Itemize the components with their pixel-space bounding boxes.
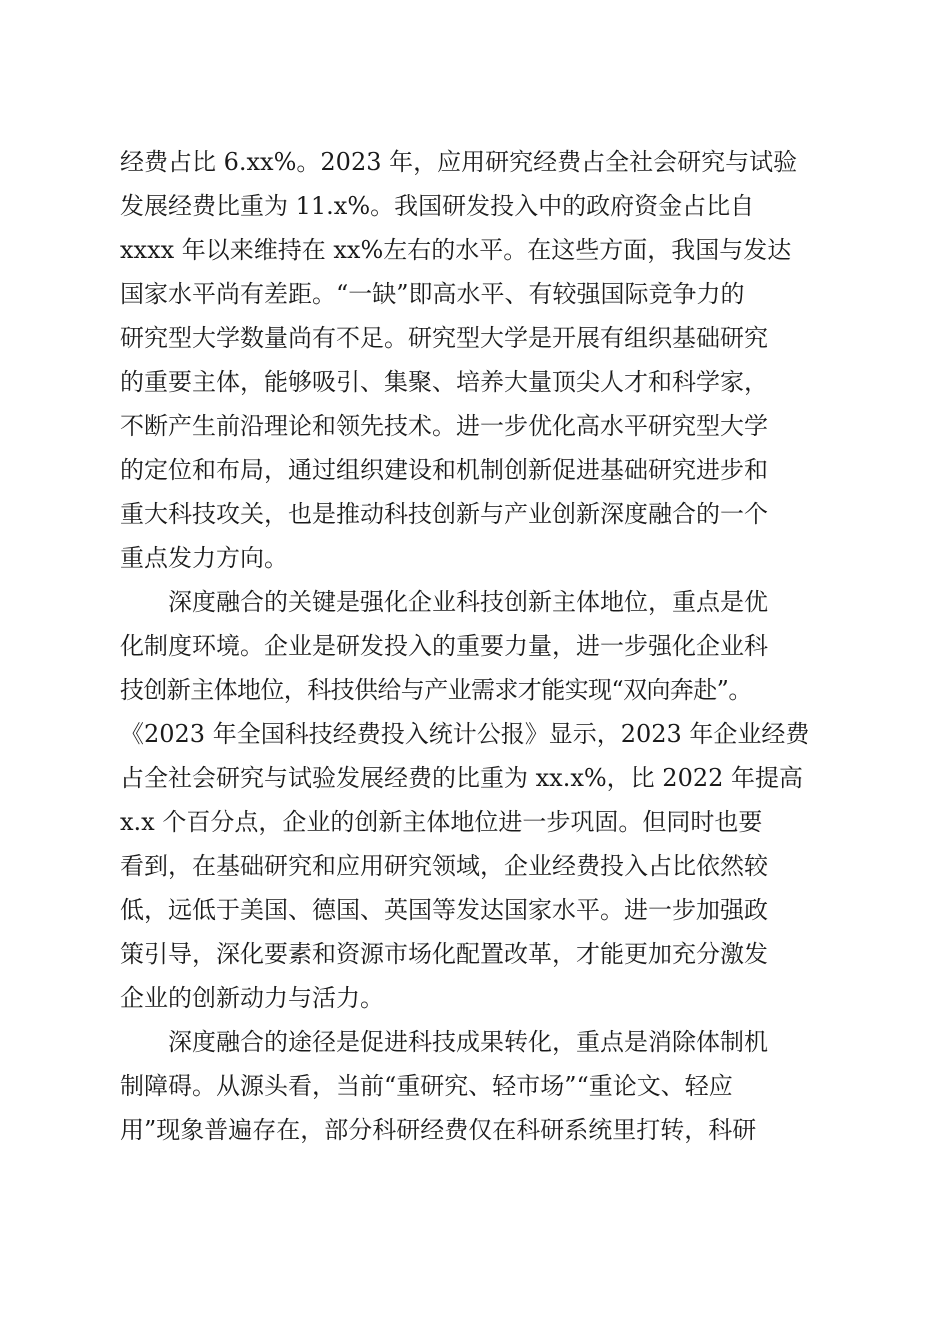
text-line: 重点发力方向。	[120, 544, 288, 572]
text-line: 研究型大学数量尚有不足。研究型大学是开展有组织基础研究	[120, 324, 768, 352]
text-line: 经费占比 6.xx%。2023 年，应用研究经费占全社会研究与试验	[120, 148, 798, 176]
text-line: 的定位和布局，通过组织建设和机制创新促进基础研究进步和	[120, 456, 768, 484]
text-line: 的重要主体，能够吸引、集聚、培养大量顶尖人才和科学家，	[120, 368, 768, 396]
text-line: 占全社会研究与试验发展经费的比重为 xx.x%，比 2022 年提高	[120, 764, 804, 792]
paragraph-first-line: 深度融合的途径是促进科技成果转化，重点是消除体制机	[168, 1028, 768, 1056]
text-line: 用”现象普遍存在，部分科研经费仅在科研系统里打转，科研	[120, 1116, 757, 1144]
text-line: 策引导，深化要素和资源市场化配置改革，才能更加充分激发	[120, 940, 768, 968]
text-line: 化制度环境。企业是研发投入的重要力量，进一步强化企业科	[120, 632, 768, 660]
text-line: 不断产生前沿理论和领先技术。进一步优化高水平研究型大学	[120, 412, 768, 440]
body-text	[120, 140, 840, 1152]
text-line: 低，远低于美国、德国、英国等发达国家水平。进一步加强政	[120, 896, 768, 924]
text-line: 企业的创新动力与活力。	[120, 984, 384, 1012]
text-line: 重大科技攻关，也是推动科技创新与产业创新深度融合的一个	[120, 500, 768, 528]
text-line: 技创新主体地位，科技供给与产业需求才能实现“双向奔赴”。	[120, 676, 752, 704]
text-line: 制障碍。从源头看，当前“重研究、轻市场”“重论文、轻应	[120, 1072, 733, 1100]
text-line: 看到，在基础研究和应用研究领域，企业经费投入占比依然较	[120, 852, 768, 880]
paragraph-first-line: 深度融合的关键是强化企业科技创新主体地位，重点是优	[168, 588, 768, 616]
text-line: 《2023 年全国科技经费投入统计公报》显示，2023 年企业经费	[120, 720, 810, 748]
text-line: 国家水平尚有差距。“一缺”即高水平、有较强国际竞争力的	[120, 280, 745, 308]
text-line: x.x 个百分点，企业的创新主体地位进一步巩固。但同时也要	[120, 808, 763, 836]
text-line: 发展经费比重为 11.x%。我国研发投入中的政府资金占比自	[120, 192, 755, 220]
text-line: xxxx 年以来维持在 xx%左右的水平。在这些方面，我国与发达	[120, 236, 792, 264]
